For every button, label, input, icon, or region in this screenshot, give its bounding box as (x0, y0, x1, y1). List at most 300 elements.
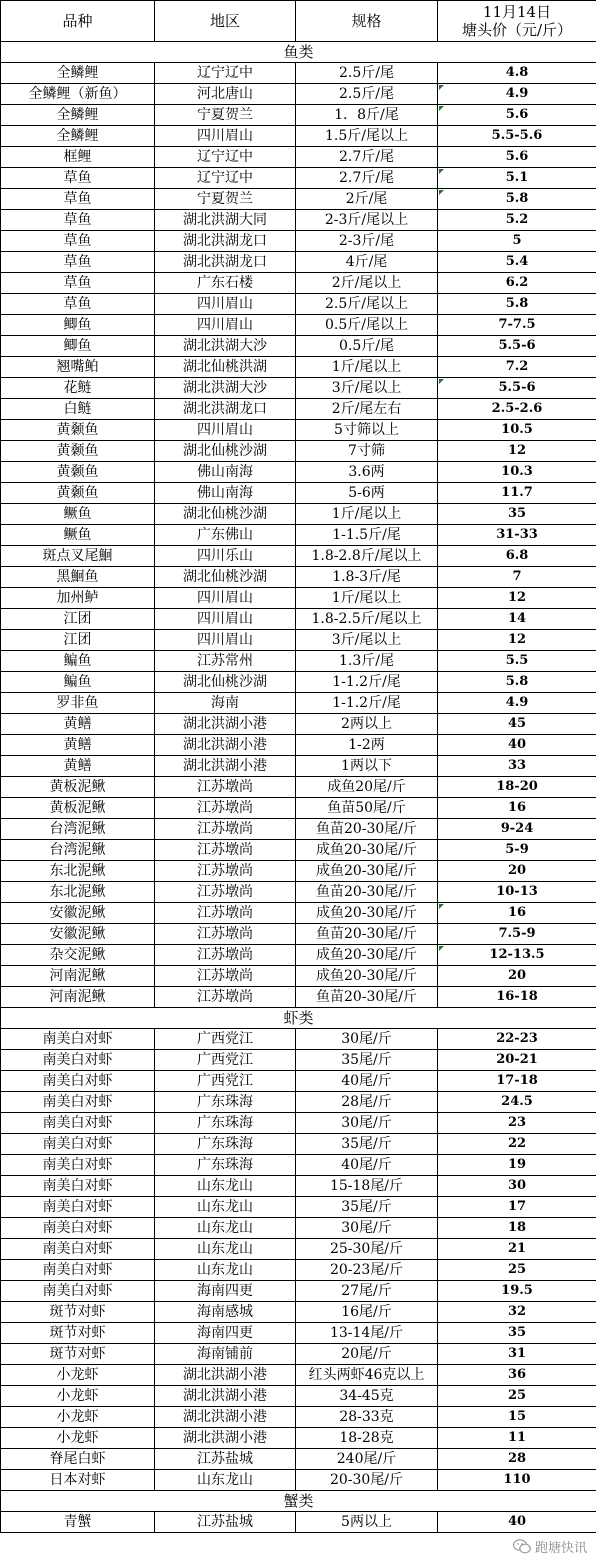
comment-marker (439, 190, 444, 195)
cell-region: 广东石楼 (155, 273, 296, 294)
cell-price: 7.2 (438, 357, 596, 378)
cell-region: 广西党江 (155, 1050, 296, 1071)
cell-price: 22-23 (438, 1029, 596, 1050)
comment-marker (439, 904, 444, 909)
cell-spec: 28-33克 (296, 1407, 438, 1428)
cell-variety: 斑节对虾 (1, 1344, 155, 1365)
table-row (1, 1239, 596, 1260)
cell-variety: 全鳞鲤（新鱼） (1, 84, 155, 105)
cell-price: 31 (438, 1344, 596, 1365)
cell-region: 海南感城 (155, 1302, 296, 1323)
cell-variety: 罗非鱼 (1, 693, 155, 714)
cell-spec: 2-3斤/尾 (296, 231, 438, 252)
cell-region: 四川眉山 (155, 420, 296, 441)
cell-region: 湖北洪湖小港 (155, 756, 296, 777)
cell-spec: 鱼苗20-30尾/斤 (296, 987, 438, 1008)
cell-price: 28 (438, 1449, 596, 1470)
cell-variety: 鳊鱼 (1, 651, 155, 672)
cell-spec: 鱼苗50尾/斤 (296, 798, 438, 819)
watermark-text: 跑塘快讯 (534, 1541, 587, 1556)
cell-price: 110 (438, 1470, 596, 1491)
table-row (1, 210, 596, 231)
table-row (1, 1386, 596, 1407)
cell-variety: 南美白对虾 (1, 1092, 155, 1113)
cell-variety: 台湾泥鳅 (1, 840, 155, 861)
table-row (1, 84, 596, 105)
cell-region: 广西党江 (155, 1029, 296, 1050)
cell-spec: 2斤/尾 (296, 189, 438, 210)
cell-variety: 全鳞鲤 (1, 63, 155, 84)
cell-spec: 3.6两 (296, 462, 438, 483)
cell-price: 6.2 (438, 273, 596, 294)
cell-variety: 黄颡鱼 (1, 420, 155, 441)
cell-variety: 脊尾白虾 (1, 1449, 155, 1470)
cell-region: 湖北洪湖小港 (155, 1365, 296, 1386)
cell-price: 4.9 (438, 84, 596, 105)
cell-spec: 1两以下 (296, 756, 438, 777)
cell-region: 山东龙山 (155, 1260, 296, 1281)
table-row (1, 840, 596, 861)
cell-region: 江苏墩尚 (155, 840, 296, 861)
cell-variety: 南美白对虾 (1, 1029, 155, 1050)
cell-price: 9-24 (438, 819, 596, 840)
cell-region: 山东龙山 (155, 1239, 296, 1260)
cell-variety: 南美白对虾 (1, 1071, 155, 1092)
cell-price: 20-21 (438, 1050, 596, 1071)
cell-variety: 鳜鱼 (1, 504, 155, 525)
cell-region: 湖北洪湖小港 (155, 1407, 296, 1428)
cell-price: 11 (438, 1428, 596, 1449)
cell-region: 山东龙山 (155, 1176, 296, 1197)
cell-region: 佛山南海 (155, 462, 296, 483)
cell-variety: 江团 (1, 630, 155, 651)
cell-spec: 成鱼20-30尾/斤 (296, 903, 438, 924)
cell-variety: 河南泥鳅 (1, 987, 155, 1008)
table-row (1, 945, 596, 966)
cell-variety: 南美白对虾 (1, 1260, 155, 1281)
table-row (1, 1155, 596, 1176)
header-date: 11月14日 (482, 3, 552, 21)
cell-spec: 3斤/尾以上 (296, 378, 438, 399)
cell-spec: 2.7斤/尾 (296, 168, 438, 189)
cell-variety: 南美白对虾 (1, 1281, 155, 1302)
table-row (1, 252, 596, 273)
cell-region: 海南四更 (155, 1281, 296, 1302)
cell-region: 广东珠海 (155, 1134, 296, 1155)
cell-region: 湖北洪湖小港 (155, 1386, 296, 1407)
cell-spec: 2斤/尾左右 (296, 399, 438, 420)
cell-price: 4.8 (438, 63, 596, 84)
cell-spec: 红头两虾46克以上 (296, 1365, 438, 1386)
cell-price: 17 (438, 1197, 596, 1218)
table-row (1, 546, 596, 567)
cell-spec: 20-30尾/斤 (296, 1470, 438, 1491)
cell-variety: 黄颡鱼 (1, 462, 155, 483)
cell-region: 湖北仙桃沙湖 (155, 567, 296, 588)
cell-region: 江苏墩尚 (155, 798, 296, 819)
cell-price: 10.3 (438, 462, 596, 483)
cell-region: 山东龙山 (155, 1218, 296, 1239)
cell-price: 16 (438, 903, 596, 924)
cell-region: 湖北洪湖龙口 (155, 399, 296, 420)
cell-region: 江苏常州 (155, 651, 296, 672)
cell-region: 辽宁辽中 (155, 63, 296, 84)
table-row (1, 231, 596, 252)
table-row (1, 462, 596, 483)
cell-region: 湖北洪湖龙口 (155, 231, 296, 252)
cell-variety: 斑节对虾 (1, 1323, 155, 1344)
cell-spec: 成鱼20-30尾/斤 (296, 861, 438, 882)
table-row (1, 63, 596, 84)
table-row (1, 1281, 596, 1302)
table-row (1, 1176, 596, 1197)
cell-spec: 28尾/斤 (296, 1092, 438, 1113)
cell-variety: 花鲢 (1, 378, 155, 399)
cell-spec: 13-14尾/斤 (296, 1323, 438, 1344)
cell-spec: 16尾/斤 (296, 1302, 438, 1323)
table-row (1, 693, 596, 714)
cell-price: 20 (438, 861, 596, 882)
cell-price: 5.2 (438, 210, 596, 231)
cell-variety: 南美白对虾 (1, 1176, 155, 1197)
cell-spec: 18-28克 (296, 1428, 438, 1449)
cell-variety: 斑节对虾 (1, 1302, 155, 1323)
cell-variety: 加州鲈 (1, 588, 155, 609)
cell-region: 广东珠海 (155, 1113, 296, 1134)
table-row (1, 273, 596, 294)
cell-region: 江苏墩尚 (155, 777, 296, 798)
cell-region: 四川眉山 (155, 609, 296, 630)
table-row (1, 1512, 596, 1533)
cell-price: 10.5 (438, 420, 596, 441)
cell-variety: 翘嘴鲌 (1, 357, 155, 378)
cell-spec: 1斤/尾以上 (296, 588, 438, 609)
cell-price: 11.7 (438, 483, 596, 504)
table-row (1, 1470, 596, 1491)
table-row (1, 315, 596, 336)
cell-variety: 河南泥鳅 (1, 966, 155, 987)
table-row (1, 420, 596, 441)
table-row (1, 588, 596, 609)
cell-variety: 黄鳝 (1, 756, 155, 777)
cell-price: 5.6 (438, 147, 596, 168)
cell-region: 江苏盐城 (155, 1512, 296, 1533)
category-label: 虾类 (1, 1008, 596, 1029)
cell-variety: 小龙虾 (1, 1428, 155, 1449)
cell-region: 江苏墩尚 (155, 819, 296, 840)
header-region: 地区 (155, 1, 296, 42)
cell-spec: 4斤/尾 (296, 252, 438, 273)
cell-region: 四川乐山 (155, 546, 296, 567)
cell-variety: 白鲢 (1, 399, 155, 420)
cell-price: 12-13.5 (438, 945, 596, 966)
cell-region: 湖北洪湖小港 (155, 735, 296, 756)
table-body (1, 42, 596, 1533)
cell-price: 5.5-5.6 (438, 126, 596, 147)
cell-price: 12 (438, 441, 596, 462)
cell-spec: 2.7斤/尾 (296, 147, 438, 168)
cell-price: 16 (438, 798, 596, 819)
cell-variety: 草鱼 (1, 273, 155, 294)
table-row (1, 1260, 596, 1281)
cell-spec: 0.5斤/尾 (296, 336, 438, 357)
cell-variety: 小龙虾 (1, 1407, 155, 1428)
cell-price: 21 (438, 1239, 596, 1260)
cell-region: 山东龙山 (155, 1197, 296, 1218)
table-row (1, 798, 596, 819)
cell-region: 江苏墩尚 (155, 924, 296, 945)
cell-region: 海南铺前 (155, 1344, 296, 1365)
cell-variety: 斑点叉尾鮰 (1, 546, 155, 567)
cell-spec: 2.5斤/尾 (296, 84, 438, 105)
category-label: 蟹类 (1, 1491, 596, 1512)
cell-price: 25 (438, 1260, 596, 1281)
cell-spec: 2两以上 (296, 714, 438, 735)
comment-marker (439, 379, 444, 384)
cell-variety: 黄鳝 (1, 714, 155, 735)
cell-price: 15 (438, 1407, 596, 1428)
table-row (1, 1092, 596, 1113)
table-row (1, 189, 596, 210)
cell-price: 5.8 (438, 294, 596, 315)
table-row (1, 294, 596, 315)
cell-price: 5.8 (438, 189, 596, 210)
cell-region: 湖北洪湖大沙 (155, 378, 296, 399)
cell-price: 5.6 (438, 105, 596, 126)
category-row (1, 1491, 596, 1512)
header-variety: 品种 (1, 1, 155, 42)
cell-region: 江苏墩尚 (155, 966, 296, 987)
cell-region: 海南四更 (155, 1323, 296, 1344)
cell-spec: 1-1.5斤/尾 (296, 525, 438, 546)
cell-spec: 35尾/斤 (296, 1050, 438, 1071)
cell-spec: 7寸筛 (296, 441, 438, 462)
cell-spec: 2.5斤/尾以上 (296, 294, 438, 315)
table-row (1, 1407, 596, 1428)
cell-variety: 南美白对虾 (1, 1155, 155, 1176)
table-row (1, 105, 596, 126)
cell-region: 广东珠海 (155, 1155, 296, 1176)
cell-region: 湖北仙桃沙湖 (155, 504, 296, 525)
category-row (1, 1008, 596, 1029)
cell-region: 江苏墩尚 (155, 987, 296, 1008)
cell-price: 18 (438, 1218, 596, 1239)
cell-price: 23 (438, 1113, 596, 1134)
table-row (1, 441, 596, 462)
table-row (1, 336, 596, 357)
table-row (1, 1323, 596, 1344)
cell-variety: 东北泥鳅 (1, 861, 155, 882)
table-row (1, 672, 596, 693)
cell-price: 24.5 (438, 1092, 596, 1113)
comment-marker (439, 946, 444, 951)
cell-spec: 5-6两 (296, 483, 438, 504)
cell-region: 江苏墩尚 (155, 903, 296, 924)
cell-spec: 34-45克 (296, 1386, 438, 1407)
cell-price: 40 (438, 1512, 596, 1533)
cell-variety: 黄鳝 (1, 735, 155, 756)
cell-spec: 1-1.2斤/尾 (296, 672, 438, 693)
cell-region: 佛山南海 (155, 483, 296, 504)
cell-region: 江苏墩尚 (155, 945, 296, 966)
cell-price: 36 (438, 1365, 596, 1386)
cell-variety: 日本对虾 (1, 1470, 155, 1491)
cell-price: 2.5-2.6 (438, 399, 596, 420)
cell-variety: 草鱼 (1, 189, 155, 210)
table-row (1, 609, 596, 630)
cell-price: 7-7.5 (438, 315, 596, 336)
cell-variety: 全鳞鲤 (1, 105, 155, 126)
table-row (1, 861, 596, 882)
cell-region: 河北唐山 (155, 84, 296, 105)
comment-marker (439, 106, 444, 111)
cell-spec: 30尾/斤 (296, 1029, 438, 1050)
cell-price: 33 (438, 756, 596, 777)
cell-price: 5 (438, 231, 596, 252)
cell-price: 18-20 (438, 777, 596, 798)
cell-price: 12 (438, 630, 596, 651)
cell-variety: 草鱼 (1, 252, 155, 273)
cell-price: 16-18 (438, 987, 596, 1008)
cell-spec: 成鱼20-30尾/斤 (296, 945, 438, 966)
table-row (1, 525, 596, 546)
cell-variety: 南美白对虾 (1, 1113, 155, 1134)
cell-region: 四川眉山 (155, 294, 296, 315)
header-price (438, 1, 596, 42)
cell-variety: 草鱼 (1, 210, 155, 231)
table-row (1, 987, 596, 1008)
table-row (1, 924, 596, 945)
cell-variety: 草鱼 (1, 168, 155, 189)
table-row (1, 1197, 596, 1218)
cell-variety: 南美白对虾 (1, 1218, 155, 1239)
cell-variety: 南美白对虾 (1, 1134, 155, 1155)
cell-variety: 青蟹 (1, 1512, 155, 1533)
table-row (1, 714, 596, 735)
cell-price: 40 (438, 735, 596, 756)
table-row (1, 168, 596, 189)
cell-spec: 鱼苗20-30尾/斤 (296, 924, 438, 945)
cell-region: 湖北洪湖小港 (155, 714, 296, 735)
cell-variety: 框鲤 (1, 147, 155, 168)
cell-variety: 草鱼 (1, 231, 155, 252)
cell-variety: 小龙虾 (1, 1386, 155, 1407)
cell-spec: 15-18尾/斤 (296, 1176, 438, 1197)
cell-price: 30 (438, 1176, 596, 1197)
cell-variety: 黄板泥鳅 (1, 798, 155, 819)
cell-price: 35 (438, 504, 596, 525)
table-row (1, 1071, 596, 1092)
cell-price: 20 (438, 966, 596, 987)
table-row (1, 378, 596, 399)
cell-spec: 1.8-2.5斤/尾以上 (296, 609, 438, 630)
cell-spec: 2.5斤/尾 (296, 63, 438, 84)
cell-spec: 1.8-2.8斤/尾以上 (296, 546, 438, 567)
cell-variety: 南美白对虾 (1, 1197, 155, 1218)
cell-price: 5.5 (438, 651, 596, 672)
cell-spec: 30尾/斤 (296, 1113, 438, 1134)
cell-price: 5-9 (438, 840, 596, 861)
cell-spec: 30尾/斤 (296, 1218, 438, 1239)
cell-spec: 1.8-3斤/尾 (296, 567, 438, 588)
table-row (1, 630, 596, 651)
cell-spec: 27尾/斤 (296, 1281, 438, 1302)
cell-price: 31-33 (438, 525, 596, 546)
cell-region: 江苏盐城 (155, 1449, 296, 1470)
cell-region: 江苏墩尚 (155, 882, 296, 903)
cell-price: 22 (438, 1134, 596, 1155)
cell-price: 5.5-6 (438, 336, 596, 357)
cell-spec: 1斤/尾以上 (296, 504, 438, 525)
table-row (1, 819, 596, 840)
cell-spec: 成鱼20-30尾/斤 (296, 840, 438, 861)
cell-region: 海南 (155, 693, 296, 714)
cell-spec: 5寸筛以上 (296, 420, 438, 441)
table-row (1, 504, 596, 525)
cell-variety: 东北泥鳅 (1, 882, 155, 903)
table-row (1, 882, 596, 903)
cell-region: 宁夏贺兰 (155, 105, 296, 126)
table-row (1, 1344, 596, 1365)
category-label: 鱼类 (1, 42, 596, 63)
cell-price: 19 (438, 1155, 596, 1176)
cell-region: 辽宁辽中 (155, 147, 296, 168)
cell-spec: 40尾/斤 (296, 1155, 438, 1176)
table-row (1, 1428, 596, 1449)
table-row (1, 399, 596, 420)
cell-price: 4.9 (438, 693, 596, 714)
cell-variety: 台湾泥鳅 (1, 819, 155, 840)
table-row (1, 1365, 596, 1386)
cell-variety: 草鱼 (1, 294, 155, 315)
table-row (1, 483, 596, 504)
cell-price: 10-13 (438, 882, 596, 903)
cell-variety: 黄颡鱼 (1, 483, 155, 504)
comment-marker (439, 85, 444, 90)
cell-region: 广西党江 (155, 1071, 296, 1092)
cell-spec: 鱼苗20-30尾/斤 (296, 882, 438, 903)
cell-price: 19.5 (438, 1281, 596, 1302)
cell-spec: 1．8斤/尾 (296, 105, 438, 126)
cell-variety: 全鳞鲤 (1, 126, 155, 147)
cell-region: 广东珠海 (155, 1092, 296, 1113)
cell-spec: 1-1.2斤/尾 (296, 693, 438, 714)
table-row (1, 903, 596, 924)
cell-region: 四川眉山 (155, 315, 296, 336)
cell-variety: 南美白对虾 (1, 1239, 155, 1260)
cell-variety: 鳜鱼 (1, 525, 155, 546)
table-row (1, 147, 596, 168)
cell-region: 湖北仙桃洪湖 (155, 357, 296, 378)
cell-price: 45 (438, 714, 596, 735)
cell-spec: 5两以上 (296, 1512, 438, 1533)
cell-spec: 25-30尾/斤 (296, 1239, 438, 1260)
table-row (1, 966, 596, 987)
cell-spec: 0.5斤/尾以上 (296, 315, 438, 336)
cell-spec: 35尾/斤 (296, 1134, 438, 1155)
cell-price: 32 (438, 1302, 596, 1323)
cell-price: 5.4 (438, 252, 596, 273)
cell-price: 25 (438, 1386, 596, 1407)
table-row (1, 651, 596, 672)
cell-region: 宁夏贺兰 (155, 189, 296, 210)
table-row (1, 1050, 596, 1071)
cell-spec: 2斤/尾以上 (296, 273, 438, 294)
cell-spec: 240尾/斤 (296, 1449, 438, 1470)
cell-variety: 黄板泥鳅 (1, 777, 155, 798)
header-row (1, 1, 596, 42)
cell-price: 14 (438, 609, 596, 630)
